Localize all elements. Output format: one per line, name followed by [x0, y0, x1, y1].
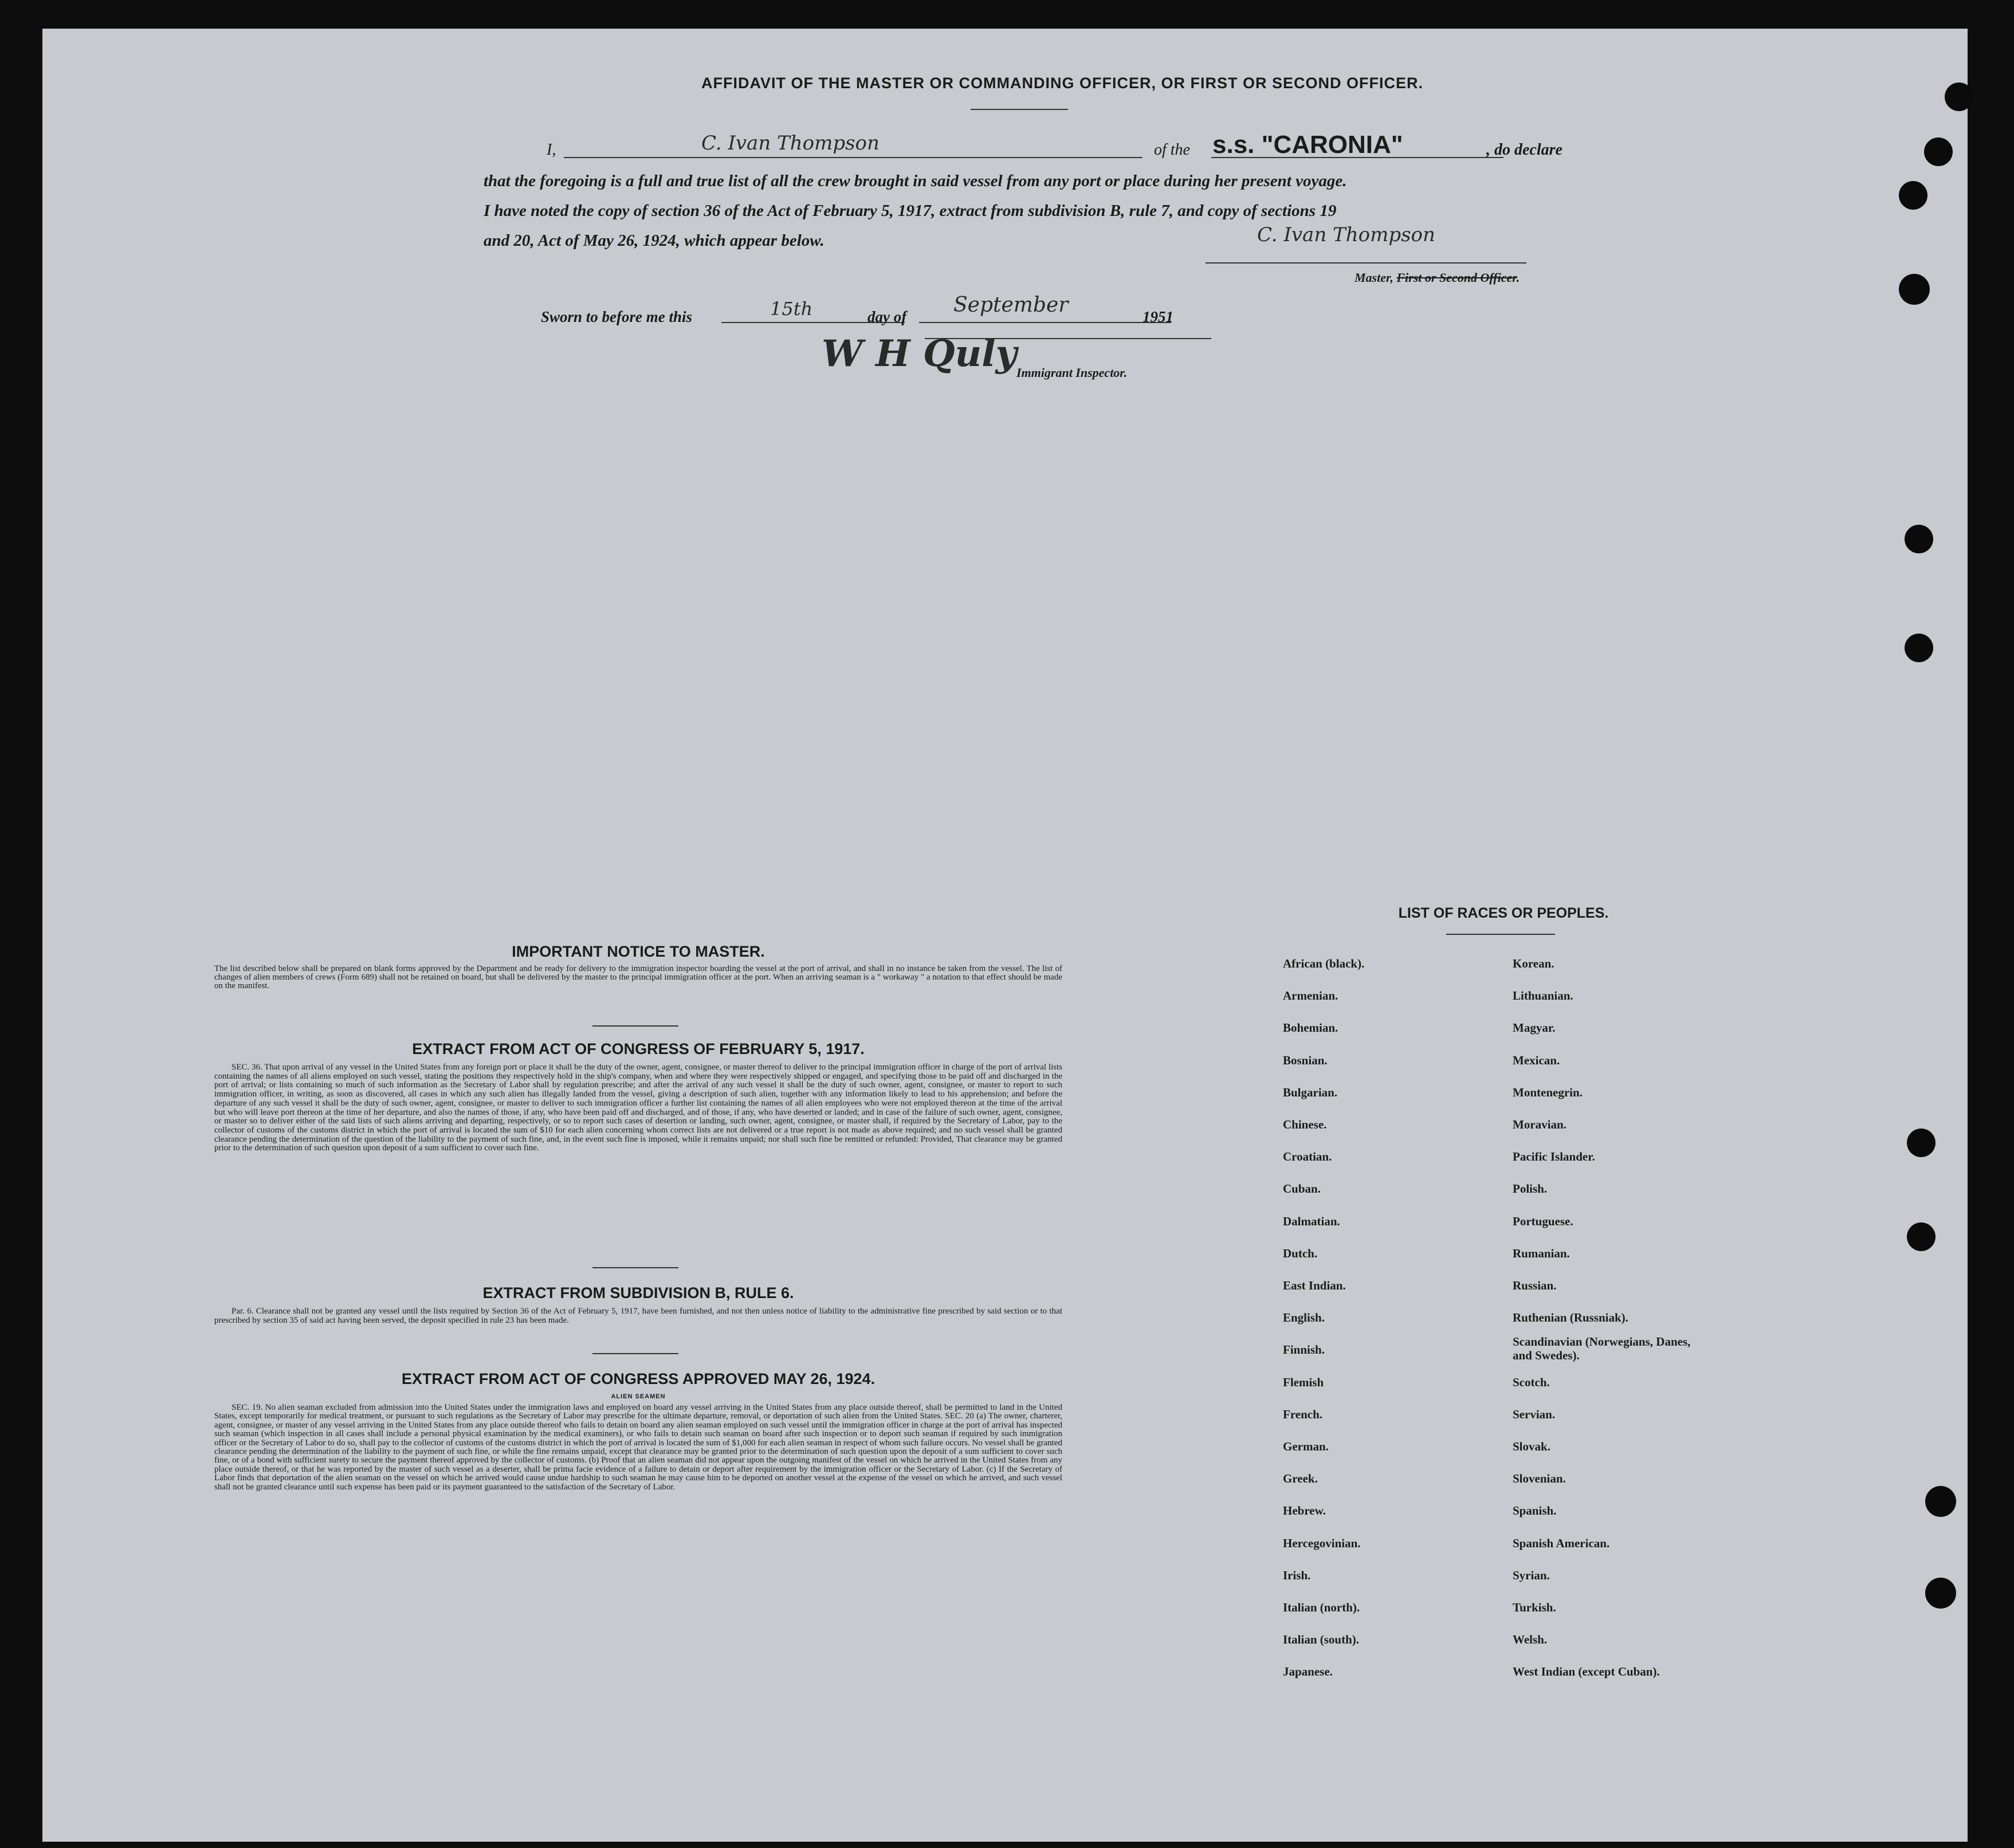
race-item: Mexican.	[1513, 1053, 1560, 1067]
race-item: Chinese.	[1283, 1118, 1327, 1131]
race-item: Pacific Islander.	[1513, 1150, 1595, 1164]
race-item: Dutch.	[1283, 1246, 1318, 1260]
affidavit-statement	[484, 166, 1635, 255]
race-item: Montenegrin.	[1513, 1085, 1583, 1099]
race-item: Magyar.	[1513, 1021, 1556, 1035]
vessel-line	[1211, 157, 1503, 158]
master-signature: C. Ivan Thompson	[1257, 223, 1435, 246]
punch-hole	[1924, 137, 1953, 166]
affidavit-line-1: that the foregoing is a full and true list of all the crew brought in said vessel from any port or place during her present voyage.	[484, 172, 1347, 190]
race-item: Irish.	[1283, 1568, 1311, 1582]
race-item: Flemish	[1283, 1375, 1324, 1389]
subdivision-b-title: EXTRACT FROM SUBDIVISION B, RULE 6.	[482, 1284, 794, 1302]
title-rule	[971, 109, 1068, 110]
punch-hole	[1907, 1129, 1936, 1157]
race-item: Armenian.	[1283, 989, 1338, 1003]
race-item: Slovenian.	[1513, 1472, 1566, 1486]
day-value: 15th	[770, 298, 813, 320]
race-item: Moravian.	[1513, 1118, 1567, 1131]
race-item: Italian (south).	[1283, 1633, 1360, 1647]
race-item: East Indian.	[1283, 1279, 1346, 1292]
punch-hole	[1945, 82, 1973, 111]
signer-name-handwritten: C. Ivan Thompson	[701, 132, 880, 155]
extract-1917-rule	[592, 1267, 678, 1268]
race-item: Turkish.	[1513, 1601, 1556, 1614]
races-rule	[1446, 934, 1555, 935]
affidavit-line-3: and 20, Act of May 26, 1924, which appear below.	[484, 231, 825, 250]
signer-name-line	[564, 157, 1143, 158]
sworn-label: Sworn to before me this	[541, 308, 693, 325]
of-the-label: of the	[1154, 141, 1190, 159]
subdivision-b-body: Par. 6. Clearance shall not be granted any vessel until the lists required by Section 36 of the Act of February 5, 1917, have been furnished, and not then unless notice of liability to the administrative fine prescribed by said section or to that prescribed by section 35 of said act having been served, the deposit specified in rule 23 has been made.	[214, 1307, 1062, 1325]
race-item: Servian.	[1513, 1407, 1556, 1421]
race-item: Lithuanian.	[1513, 989, 1573, 1003]
i-label: I,	[547, 141, 556, 159]
inspector-line	[925, 338, 1211, 339]
extract-1924-subtitle: ALIEN SEAMEN	[611, 1393, 666, 1400]
race-item: Spanish.	[1513, 1504, 1557, 1518]
race-item: Portuguese.	[1513, 1214, 1573, 1228]
race-item: Bohemian.	[1283, 1021, 1338, 1035]
race-item: Ruthenian (Russniak).	[1513, 1311, 1628, 1325]
inspector-label: Immigrant Inspector.	[1016, 365, 1128, 380]
race-item: Hercegovinian.	[1283, 1536, 1361, 1550]
race-item: French.	[1283, 1407, 1323, 1421]
subdivision-b-rule	[592, 1353, 678, 1354]
day-of-label: day of	[867, 308, 907, 325]
race-item: Croatian.	[1283, 1150, 1332, 1164]
race-item: Dalmatian.	[1283, 1214, 1340, 1228]
notice-body: The list described below shall be prepared on blank forms approved by the Department and be ready for delivery to the immigration inspector boarding the vessel at the port of arrival, and shall in no instance be taken from the vessel. The list of changes of alien members of crews (Form 689) shall not be retained on board, but shall be delivered by the master to the principal immigration officer at the port. When an arriving seaman is a " workaway " a notation to that effect should be made on the manifest.	[214, 964, 1062, 990]
punch-hole	[1905, 634, 1933, 662]
do-declare-label: , do declare	[1486, 141, 1562, 159]
race-item: Korean.	[1513, 957, 1554, 970]
extract-1924-body: SEC. 19. No alien seaman excluded from admission into the United States under the immigration laws and employed on board any vessel arriving in the United States from any place outside thereof, shall be permitted to land in the United States, except temporarily for medical treatment, or pursuant to such regulations as the Secretary of Labor may prescribe for the ultimate departure, removal, or deportation of such alien from the United States. SEC. 20 (a) The owner, charterer, agent, consignee, or master of any vessel arriving in the United States from any place outside thereof who fails to detain on board any alien seaman employed on such vessel until the immigration officer in charge at the port of arrival has inspected such seaman (which inspection in all cases shall include a personal physical examination by the medical examiners), or who fails to detain such seaman on board after such inspection or to deport such seaman if required by such immigration officer or the Secretary of Labor to do so, shall pay to the collector of customs of the customs district in which the port of arrival is located the sum of $1,000 for each alien seaman in respect of whom such failure occurs. No vessel shall be granted clearance pending the determination of the liability to the payment of such fine, or while the fine remains unpaid, except that clearance may be granted prior to the determination of such question upon the deposit of a sum sufficient to cover such fine, or of a bond with sufficient surety to secure the payment thereof approved by the collector of customs. (b) Proof that an alien seaman did not appear upon the outgoing manifest of the vessel on which he arrived in the United States from any place outside thereof, or that he was reported by the master of such vessel as a deserter, shall be prima facie evidence of a failure to detain or deport after requirement by the immigration officer or the Secretary of Labor. (c) If the Secretary of Labor finds that deportation of the alien seaman on the vessel on which he arrived would cause undue hardship to such seaman he may cause him to be deported on another vessel at the expense of the vessel on which he arrived, and such vessel shall not be granted clearance until such expense has been paid or its payment guaranteed to the satisfaction of the Secretary of Labor.	[214, 1403, 1062, 1492]
notice-title: IMPORTANT NOTICE TO MASTER.	[512, 943, 765, 960]
race-item: Cuban.	[1283, 1182, 1321, 1196]
punch-hole	[1925, 1486, 1956, 1517]
race-item: Hebrew.	[1283, 1504, 1326, 1518]
punch-hole	[1907, 1222, 1936, 1251]
master-signature-line	[1206, 262, 1526, 264]
master-caption: Master, First or Second Officer.	[1355, 270, 1520, 285]
races-title: LIST OF RACES OR PEOPLES.	[1398, 905, 1609, 921]
punch-hole	[1899, 274, 1930, 305]
race-item: Scotch.	[1513, 1375, 1550, 1389]
affidavit-line-2: I have noted the copy of section 36 of the Act of February 5, 1917, extract from subdivision B, rule 7, and copy of sections 19	[484, 202, 1337, 220]
race-item: English.	[1283, 1311, 1325, 1325]
struck-officer-label: First or Second Officer	[1396, 270, 1517, 285]
race-item: Polish.	[1513, 1182, 1548, 1196]
notice-rule	[592, 1025, 678, 1027]
race-item: German.	[1283, 1440, 1329, 1453]
race-item: Japanese.	[1283, 1665, 1333, 1679]
extract-1917-body: SEC. 36. That upon arrival of any vessel in the United States from any foreign port or place it shall be the duty of the owner, agent, consignee, or master thereof to deliver to the principal immigration officer in charge of the port of arrival lists containing the names of all aliens employed on such vessel, stating the positions they respectively hold in the ship's company, when and where they were respectively shipped or engaged, and specifying those to be paid off and discharged in the port of arrival; or lists containing so much of such information as the Secretary of Labor shall by regulation prescribe; and after the arrival of any such vessel it shall be the duty of such owner, agent, consignee, or master to report to such immigration officer, in writing, as soon as discovered, all cases in which any such alien has illegally landed from the vessel, giving a description of such alien, together with any information likely to lead to his apprehension; and before the departure of any such vessel it shall be the duty of such owner, agent, consignee, or master to deliver to such immigration officer a further list containing the names of all alien employees who were not employed thereon at the time of the arrival but who will leave port thereon at the time of her departure, and also the names of those, if any, who have been paid off and discharged, and of those, if any, who have deserted or landed; and in case of the failure of such owner, agent, consignee, or master so to deliver either of the said lists of such aliens arriving and departing, respectively, or so to report such cases of desertion or landing, such owner, agent, consignee, or master shall, if required by the Secretary of Labor, pay to the collector of customs of the customs district in which the port of arrival is located the sum of $10 for each alien concerning whom correct lists are not delivered or a true report is not made as above required; and no such vessel shall be granted clearance pending the determination of the question of the liability to the payment of such fine, and, in the event such fine is imposed, while it remains unpaid; nor shall such fine be remitted or refunded: Provided, That clearance may be granted prior to the determination of such question upon deposit of a sum sufficient to cover such fine.	[214, 1063, 1062, 1153]
race-item: Russian.	[1513, 1279, 1557, 1292]
race-item: West Indian (except Cuban).	[1513, 1665, 1660, 1679]
master-label: Master,	[1355, 270, 1393, 285]
month-line	[919, 322, 1171, 323]
inspector-signature: W H Quly	[822, 332, 1017, 375]
race-item: Italian (north).	[1283, 1601, 1360, 1614]
month-value: September	[953, 293, 1069, 317]
punch-hole	[1899, 181, 1927, 210]
extract-1917-title: EXTRACT FROM ACT OF CONGRESS OF FEBRUARY 5, 1917.	[412, 1040, 865, 1057]
race-item: Finnish.	[1283, 1343, 1325, 1357]
race-item: Bosnian.	[1283, 1053, 1328, 1067]
race-item: Syrian.	[1513, 1568, 1550, 1582]
punch-hole	[1925, 1578, 1956, 1609]
year-value: 1951	[1143, 308, 1173, 325]
affidavit-title: AFFIDAVIT OF THE MASTER OR COMMANDING OFFICER, OR FIRST OR SECOND OFFICER.	[701, 74, 1423, 92]
punch-hole	[1905, 525, 1933, 553]
race-item: Bulgarian.	[1283, 1085, 1338, 1099]
race-item: Rumanian.	[1513, 1246, 1570, 1260]
vessel-name: s.s. "CARONIA"	[1212, 131, 1403, 159]
race-item: Greek.	[1283, 1472, 1318, 1486]
race-item: Welsh.	[1513, 1633, 1548, 1647]
race-item: Spanish American.	[1513, 1536, 1610, 1550]
extract-1924-title: EXTRACT FROM ACT OF CONGRESS APPROVED MAY 26, 1924.	[401, 1370, 876, 1387]
document-sheet	[42, 29, 1968, 1842]
race-item: African (black).	[1283, 957, 1365, 970]
race-item: Scandinavian (Norwegians, Danes, and Swedes).	[1513, 1335, 1691, 1363]
race-item: Slovak.	[1513, 1440, 1550, 1453]
